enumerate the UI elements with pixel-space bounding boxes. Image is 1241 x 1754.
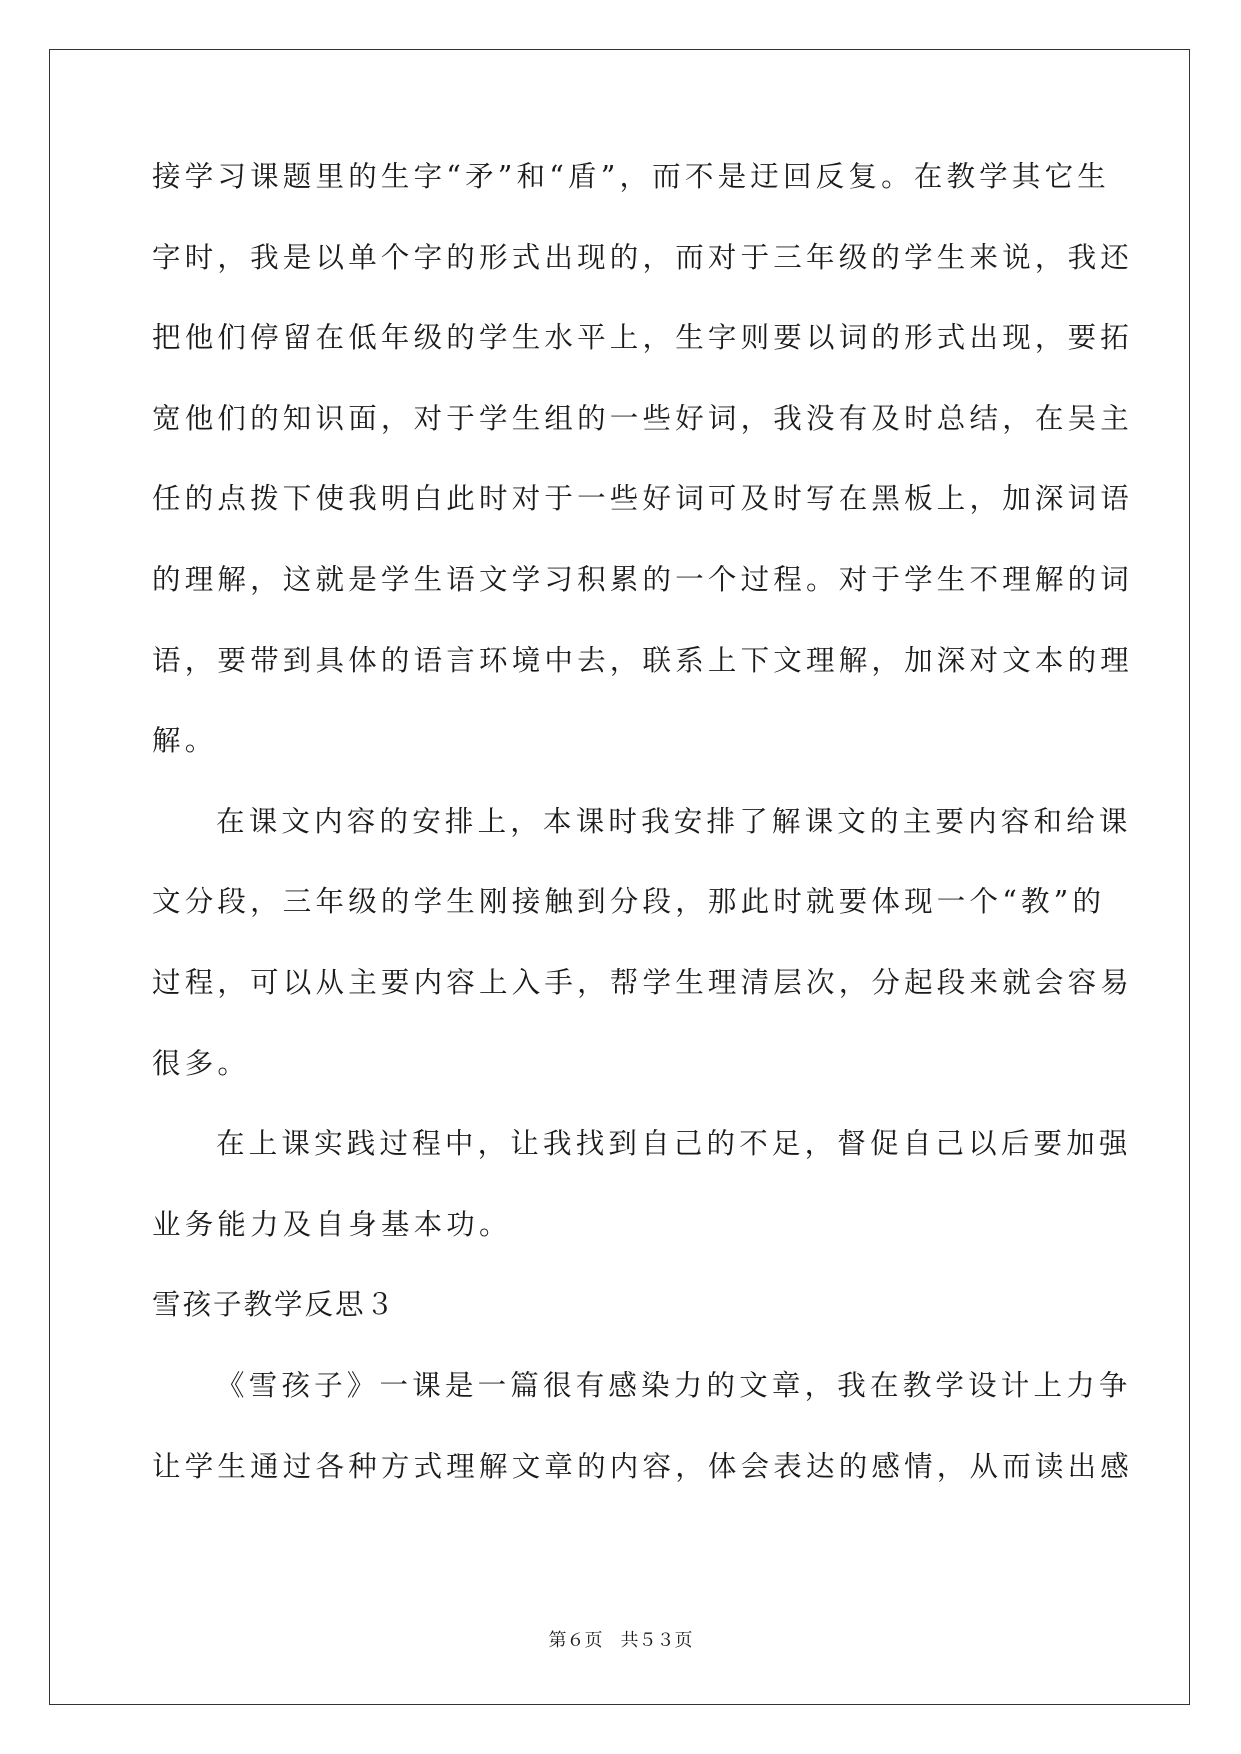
paragraph-first-line: 在上课实践过程中，让我找到自己的不足，督促自己以后要加强 [216,1127,1132,1161]
text-line: 任的点拨下使我明白此时对于一些好词可及时写在黑板上，加深词语 [152,482,1134,516]
text-line: 把他们停留在低年级的学生水平上，生字则要以词的形式出现，要拓 [152,321,1134,355]
text-line: 宽他们的知识面，对于学生组的一些好词，我没有及时总结，在吴主 [152,401,1134,435]
text-line: 业务能力及自身基本功。 [152,1207,512,1241]
text-line: 让学生通过各种方式理解文章的内容，体会表达的感情，从而读出感 [152,1449,1134,1483]
paragraph-first-line: 《雪孩子》一课是一篇很有感染力的文章，我在教学设计上力争 [216,1368,1132,1402]
text-line: 解。 [152,724,218,758]
document-body [152,160,1134,1530]
text-line: 字时，我是以单个字的形式出现的，而对于三年级的学生来说，我还 [152,240,1134,274]
text-line: 很多。 [152,1046,251,1080]
total-page-count: 共５３页 [620,1630,693,1651]
section-heading: 雪孩子教学反思３ [152,1288,397,1322]
text-line: 的理解，这就是学生语文学习积累的一个过程。对于学生不理解的词 [152,562,1134,596]
text-line: 接学习课题里的生字“矛”和“盾”，而不是迂回反复。在教学其它生 [152,160,1110,193]
current-page-number: 第６页 [548,1630,603,1651]
text-line: 文分段，三年级的学生刚接触到分段，那此时就要体现一个“教”的 [152,885,1106,919]
text-line: 语，要带到具体的语言环境中去，联系上下文理解，加深对文本的理 [152,643,1134,677]
page-footer [0,1630,1241,1652]
text-line: 过程，可以从主要内容上入手，帮学生理清层次，分起段来就会容易 [152,965,1134,999]
paragraph-first-line: 在课文内容的安排上，本课时我安排了解课文的主要内容和给课 [216,804,1132,838]
